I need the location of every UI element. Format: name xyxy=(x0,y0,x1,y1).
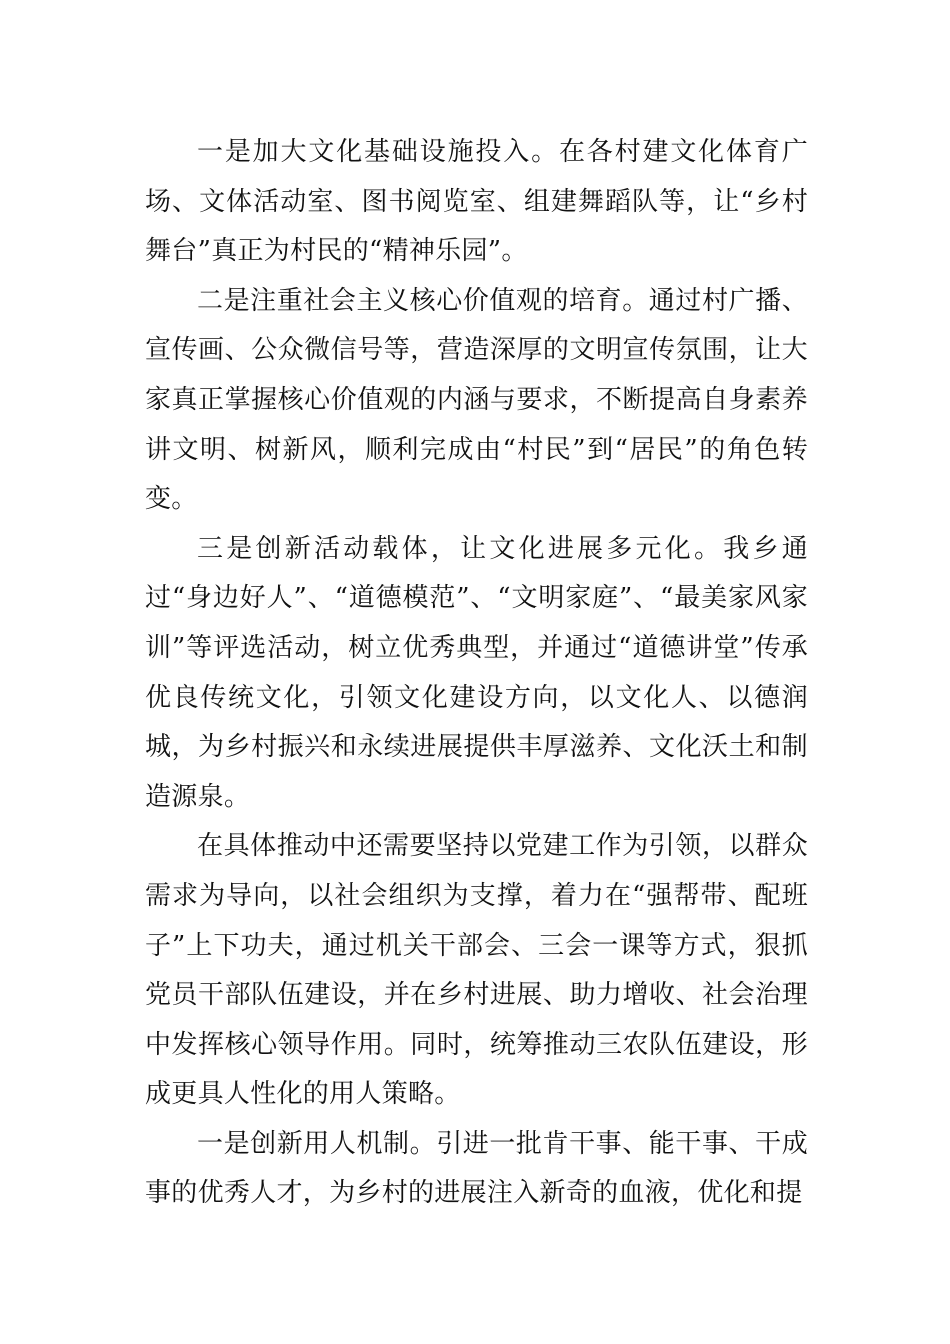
paragraph-talent-mechanism: 一是创新用人机制。引进一批肯干事、能干事、干成事的优秀人才，为乡村的进展注入新奇的血液，优化和提 xyxy=(145,1128,808,1209)
paragraph-cultural-facilities: 一是加大文化基础设施投入。在各村建文化体育广场、文体活动室、图书阅览室、组建舞蹈队等，让“乡村舞台”真正为村民的“精神乐园”。 xyxy=(145,137,808,267)
paragraph-activity-carriers: 三是创新活动载体，让文化进展多元化。我乡通过“身边好人”、“道德模范”、“文明家庭”、“最美家风家训”等评选活动，树立优秀典型，并通过“道德讲堂”传承优良传统文化，引领文化建设方向，以文化人、以德润城，为乡村振兴和永续进展提供丰厚滋养、文化沃土和制造源泉。 xyxy=(145,533,808,812)
paragraph-core-values: 二是注重社会主义核心价值观的培育。通过村广播、宣传画、公众微信号等，营造深厚的文明宣传氛围，让大家真正掌握核心价值观的内涵与要求，不断提高自身素养讲文明、树新风，顺利完成由“村民”到“居民”的角色转变。 xyxy=(145,285,808,515)
paragraph-party-building: 在具体推动中还需要坚持以党建工作为引领，以群众需求为导向，以社会组织为支撑，着力在“强帮带、配班子”上下功夫，通过机关干部会、三会一课等方式，狠抓党员干部队伍建设，并在乡村进展、助力增收、社会治理中发挥核心领导作用。同时，统筹推动三农队伍建设，形成更具人性化的用人策略。 xyxy=(145,831,808,1110)
document-body xyxy=(145,128,808,1219)
